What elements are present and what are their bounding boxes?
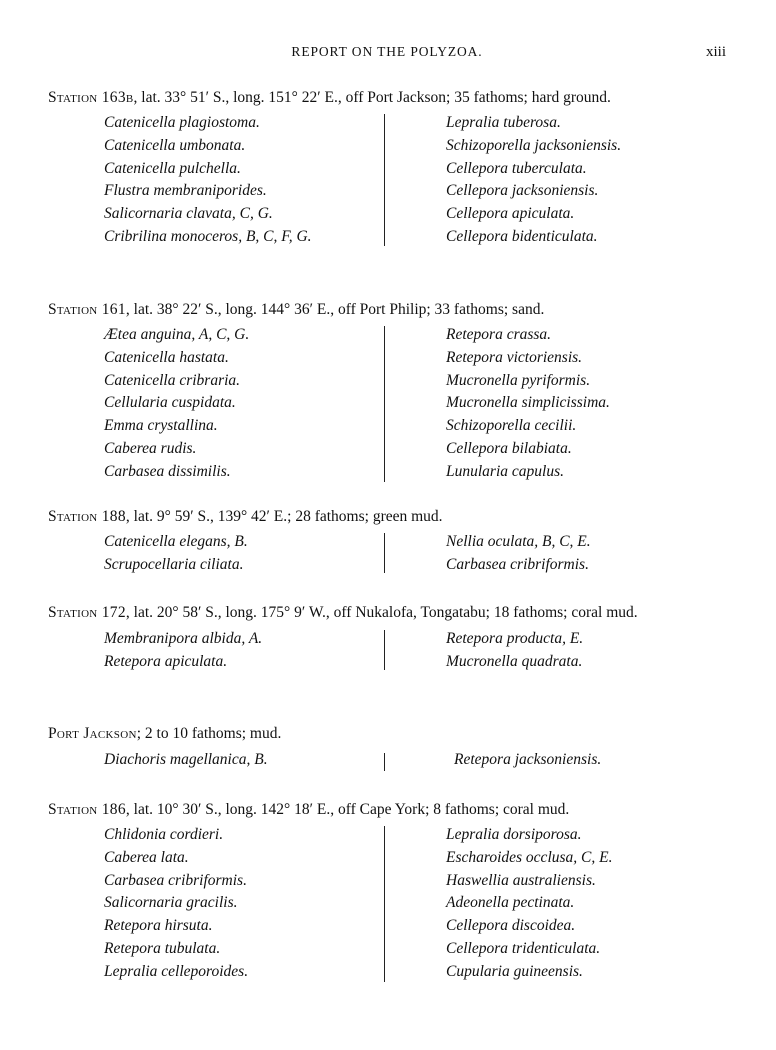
station-heading <box>48 601 728 624</box>
species-entry: Retepora crassa. <box>446 326 552 343</box>
species-entry: Caberea rudis. <box>104 439 197 457</box>
running-title: REPORT ON THE POLYZOA. <box>291 44 483 59</box>
station-label: Station 172 <box>48 604 126 621</box>
station-details: , lat. 38° 22′ S., long. 144° 36′ E., off Port Philip; 33 fathoms; sand. <box>125 301 545 318</box>
species-entry: Nellia oculata, B, C, E. <box>446 533 591 550</box>
species-entry: Catenicella hastata. <box>104 348 229 366</box>
species-entry: Escharoides occlusa, C, E. <box>446 848 613 866</box>
species-entry: Lunularia capulus. <box>446 462 564 480</box>
species-entry: Cellepora discoidea. <box>446 917 576 935</box>
species-entry: Lepralia dorsiporosa. <box>446 826 582 843</box>
station-163b <box>48 86 728 245</box>
page-header <box>48 44 726 68</box>
station-161 <box>48 298 728 480</box>
station-details: , lat. 20° 58′ S., long. 175° 9′ W., off Nukalofa, Tongatabu; 18 fathoms; coral mud. <box>125 604 638 621</box>
station-186 <box>48 798 728 980</box>
station-172 <box>48 601 728 670</box>
page-number: xiii <box>705 44 726 60</box>
species-column-left <box>104 824 384 984</box>
column-divider <box>384 753 385 771</box>
station-188 <box>48 505 728 573</box>
species-entry: Ætea anguina, A, C, G. <box>104 326 250 343</box>
species-entry: Chlidonia cordieri. <box>104 826 224 843</box>
station-details: , lat. 10° 30′ S., long. 142° 18′ E., off Cape York; 8 fathoms; coral mud. <box>125 801 570 818</box>
column-divider <box>384 533 385 573</box>
species-column-right <box>446 112 728 249</box>
species-column-right <box>454 749 736 772</box>
station-details: , lat. 33° 51′ S., long. 151° 22′ E., off Port Jackson; 35 fathoms; hard ground. <box>133 89 611 106</box>
species-column-left <box>104 531 384 577</box>
station-label: Station 186 <box>48 801 126 818</box>
species-entry: Salicornaria clavata, C, G. <box>104 205 273 223</box>
species-entry: Flustra membraniporides. <box>104 182 267 200</box>
station-label: Port Jackson <box>48 725 137 742</box>
species-entry: Carbasea cribriformis. <box>104 871 247 889</box>
column-divider <box>384 630 385 670</box>
species-entry: Lepralia tuberosa. <box>446 114 561 131</box>
species-entry: Membranipora albida, A. <box>104 630 263 647</box>
column-divider <box>384 114 385 246</box>
species-entry: Retepora victoriensis. <box>446 348 583 366</box>
station-label: Station 188 <box>48 508 126 525</box>
species-entry: Cellepora tridenticulata. <box>446 939 601 957</box>
species-entry: Catenicella elegans, B. <box>104 533 248 550</box>
species-column-left <box>104 112 384 249</box>
species-entry: Salicornaria gracilis. <box>104 894 238 912</box>
species-entry: Cellepora apiculata. <box>446 205 575 223</box>
species-entry: Mucronella quadrata. <box>446 652 583 670</box>
species-entry: Catenicella umbonata. <box>104 136 246 154</box>
species-entry: Emma crystallina. <box>104 417 218 435</box>
species-entry: Retepora hirsuta. <box>104 917 213 935</box>
species-entry: Retepora tubulata. <box>104 939 221 957</box>
species-entry: Adeonella pectinata. <box>446 894 575 912</box>
species-column-left <box>104 628 384 674</box>
column-divider <box>384 826 385 982</box>
species-entry: Schizoporella cecilii. <box>446 417 577 435</box>
station-heading <box>48 798 728 821</box>
species-entry: Cellepora bilabiata. <box>446 439 572 457</box>
station-heading <box>48 86 728 109</box>
station-heading <box>48 298 728 321</box>
station-port-jackson <box>48 722 728 768</box>
species-entry: Carbasea cribriformis. <box>446 555 589 573</box>
species-entry: Mucronella pyriformis. <box>446 371 591 389</box>
species-entry: Diachoris magellanica, B. <box>104 751 268 768</box>
species-entry: Mucronella simplicissima. <box>446 394 610 412</box>
species-entry: Retepora jacksoniensis. <box>454 751 602 768</box>
species-entry: Caberea lata. <box>104 848 189 866</box>
species-entry: Retepora apiculata. <box>104 652 228 670</box>
species-column-right <box>446 324 728 484</box>
species-entry: Retepora producta, E. <box>446 630 584 647</box>
species-entry: Carbasea dissimilis. <box>104 462 231 480</box>
species-entry: Lepralia celleporoides. <box>104 962 249 980</box>
station-label: Station 163b <box>48 89 134 106</box>
species-entry: Cribrilina monoceros, B, C, F, G. <box>104 227 312 245</box>
species-entry: Haswellia australiensis. <box>446 871 596 889</box>
station-label: Station 161 <box>48 301 126 318</box>
species-entry: Cellepora bidenticulata. <box>446 227 598 245</box>
species-column-right <box>446 531 728 577</box>
species-entry: Cellularia cuspidata. <box>104 394 236 412</box>
species-entry: Cupularia guineensis. <box>446 962 583 980</box>
species-entry: Cellepora jacksoniensis. <box>446 182 599 200</box>
species-entry: Catenicella plagiostoma. <box>104 114 260 131</box>
station-details: , lat. 9° 59′ S., 139° 42′ E.; 28 fathoms; green mud. <box>125 508 443 525</box>
species-entry: Cellepora tuberculata. <box>446 159 587 177</box>
species-entry: Catenicella cribraria. <box>104 371 241 389</box>
station-details: ; 2 to 10 fathoms; mud. <box>136 725 282 742</box>
species-column-right <box>446 628 728 674</box>
species-column-left <box>104 749 384 772</box>
species-column-left <box>104 324 384 484</box>
species-column-right <box>446 824 728 984</box>
species-entry: Scrupocellaria ciliata. <box>104 555 244 573</box>
station-heading <box>48 505 728 528</box>
species-entry: Schizoporella jacksoniensis. <box>446 136 622 154</box>
species-entry: Catenicella pulchella. <box>104 159 241 177</box>
station-heading <box>48 722 728 745</box>
column-divider <box>384 326 385 482</box>
